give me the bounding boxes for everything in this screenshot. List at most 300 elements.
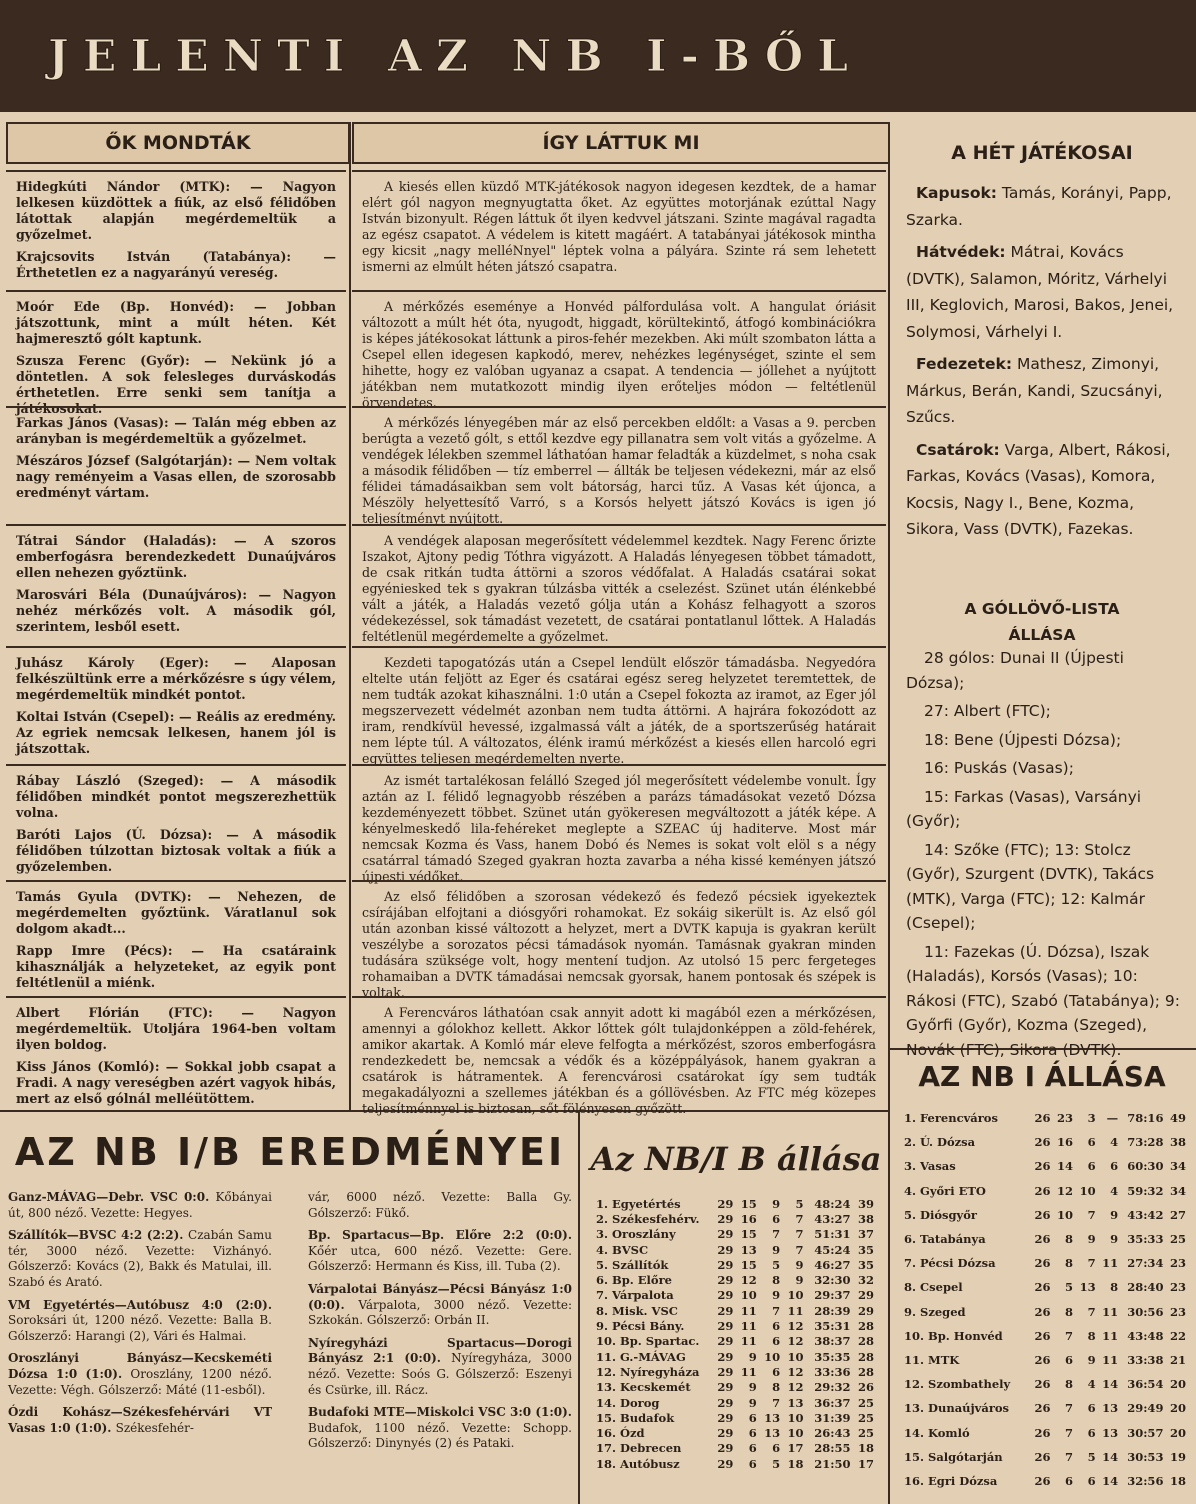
- stat-cell: 16: [1057, 1135, 1074, 1150]
- standings-row: [596, 1410, 878, 1425]
- stat-cell: 22: [1169, 1328, 1186, 1343]
- stat-cell: 30:53: [1127, 1449, 1164, 1464]
- report-block: [352, 406, 886, 526]
- stat-cell: 6: [772, 1211, 781, 1226]
- stat-cell: 13: [1102, 1425, 1119, 1440]
- quote: Mészáros József (Salgótarján): — Nem voltak nagy reményeim a Vasas ellen, de szorosabb eredményt vártam.: [16, 453, 336, 500]
- stat-cell: 10: [740, 1288, 757, 1303]
- stat-cell: 25: [1169, 1232, 1186, 1247]
- stat-cell: 26: [1034, 1425, 1051, 1440]
- stat-cell: 26: [1034, 1207, 1051, 1222]
- column-divider: [349, 122, 351, 1110]
- standings-row: [596, 1425, 878, 1440]
- stat-cell: 46:27: [814, 1257, 851, 1272]
- stat-cell: 26: [1034, 1352, 1051, 1367]
- standings-row: [596, 1242, 878, 1257]
- stat-cell: 9: [772, 1196, 781, 1211]
- stat-cell: 7: [772, 1395, 781, 1410]
- team-cell: 13. Dunaújváros: [904, 1401, 1010, 1416]
- team-cell: 15. Budafok: [596, 1410, 675, 1425]
- stat-cell: 4: [1087, 1377, 1096, 1392]
- stat-cell: 6: [748, 1456, 757, 1471]
- standings-row: [596, 1318, 878, 1333]
- stat-cell: 29: [717, 1196, 734, 1211]
- stat-cell: 15: [740, 1257, 757, 1272]
- defenders-paragraph: [906, 239, 1180, 345]
- standings-row: [904, 1372, 1190, 1396]
- banner-title: JELENTI AZ NB I-BŐL: [48, 30, 863, 82]
- stat-cell: 38: [1169, 1135, 1186, 1150]
- stat-cell: 34: [1169, 1159, 1186, 1174]
- stat-cell: 29: [717, 1364, 734, 1379]
- stat-cell: 11: [740, 1303, 757, 1318]
- team-cell: 11. G.-MÁVAG: [596, 1349, 686, 1364]
- scorer-entry: 28 gólos: Dunai II (Újpesti Dózsa);: [906, 649, 1124, 692]
- match-details: Nyíregyháza, 3000 néző. Vezette: Soós G. Gólszerző: Eszenyi és Csürke, ill. Rácz.: [308, 1351, 572, 1397]
- quote: Moór Ede (Bp. Honvéd): — Jobban játszottunk, mint a múlt héten. Két hajmeresztő gólt kaptunk.: [16, 299, 336, 346]
- stat-cell: 13: [764, 1426, 781, 1441]
- stat-cell: 17: [787, 1441, 804, 1456]
- stat-cell: 29:49: [1127, 1401, 1164, 1416]
- standings-row: [596, 1303, 878, 1318]
- stat-cell: 6: [772, 1364, 781, 1379]
- nbb-results-column: [8, 1190, 272, 1443]
- stat-cell: 11: [1102, 1352, 1119, 1367]
- match-details: Várpalota, 3000 néző. Vezette: Szkokán. Gólszerző: Orbán II.: [308, 1297, 572, 1328]
- stat-cell: 21: [1169, 1352, 1186, 1367]
- stat-cell: 9: [772, 1242, 781, 1257]
- team-cell: 12. Szombathely: [904, 1377, 1011, 1392]
- stat-cell: 32: [857, 1273, 874, 1288]
- stat-cell: 26: [1034, 1328, 1051, 1343]
- stat-cell: 6: [1110, 1159, 1119, 1174]
- stat-cell: 10: [787, 1349, 804, 1364]
- standings-row: [596, 1257, 878, 1272]
- standings-row: [904, 1300, 1190, 1324]
- stat-cell: 35:35: [814, 1349, 851, 1364]
- stat-cell: 38:37: [814, 1334, 851, 1349]
- match-score: VM Egyetértés—Autóbusz 4:0 (2:0).: [8, 1297, 272, 1312]
- nbb-results-title: AZ NB I/B EREDMÉNYEI: [14, 1130, 566, 1174]
- stat-cell: 39: [857, 1196, 874, 1211]
- stat-cell: 8: [1065, 1377, 1074, 1392]
- stat-cell: 11: [740, 1334, 757, 1349]
- stat-cell: 11: [1102, 1256, 1119, 1271]
- report-block: [352, 880, 886, 1000]
- match-details: Budafok, 1100 néző. Vezette: Schopp. Gólszerző: Dinynyés (2) és Pataki.: [308, 1420, 572, 1451]
- stat-cell: 28:55: [814, 1441, 851, 1456]
- stat-cell: 18: [1169, 1473, 1186, 1488]
- stat-cell: 9: [1110, 1207, 1119, 1222]
- forwards-list: Varga, Albert, Rákosi, Farkas, Kovács (Vasas), Komora, Kocsis, Nagy I., Bene, Kozma, Sikora, Vass (DVTK), Fazekas.: [906, 440, 1171, 538]
- stat-cell: 10: [787, 1426, 804, 1441]
- stat-cell: 26: [1034, 1111, 1051, 1126]
- stat-cell: 32:56: [1127, 1473, 1164, 1488]
- standings-row: [596, 1227, 878, 1242]
- match-details: Székesfehér-: [115, 1420, 194, 1435]
- stat-cell: 36:37: [814, 1395, 851, 1410]
- stat-cell: 11: [787, 1303, 804, 1318]
- report-text: Az ismét tartalékosan felálló Szeged jól megerősített védelembe vonult. Így aztán az I. félidő legnagyobb részében a parázs támadásokat vezető Dózsa kezdeményezett többet. Szünet után gyökeresen megváltozott a játék képe. A kényelmeskedő lila-fehéreket meglepte a SZEAC új haditerve. Most már nemcsak Kozma és Vass, hanem Dobó és Nemes is sokat volt elöl s a négy csatárral támadó Szeged gyakran hozta zavarba a néha kissé keményen játszó újpesti védőket.: [362, 773, 876, 884]
- stat-cell: 14: [1102, 1449, 1119, 1464]
- middle-column-title: ÍGY LÁTTUK MI: [352, 122, 890, 164]
- halves-label: Fedezetek:: [916, 355, 1013, 373]
- goalkeepers-paragraph: [906, 180, 1180, 233]
- report-block: [352, 170, 886, 288]
- defenders-label: Hátvédek:: [916, 243, 1006, 261]
- stat-cell: 8: [772, 1380, 781, 1395]
- standings-row: [904, 1130, 1190, 1154]
- match-score: Nyíregyházi Spartacus—Dorogi Bányász 2:1 (0:0).: [308, 1335, 572, 1366]
- stat-cell: 78:16: [1127, 1111, 1164, 1126]
- stat-cell: 6: [772, 1334, 781, 1349]
- stat-cell: 28: [857, 1334, 874, 1349]
- right-column-title: A HÉT JÁTÉKOSAI: [951, 142, 1133, 164]
- match-details: vár, 6000 néző. Vezette: Balla Gy. Gólszerző: Fükő.: [308, 1190, 572, 1220]
- match-score: Oroszlányi Bányász—Kecskeméti Dózsa 1:0 (1:0).: [8, 1351, 272, 1381]
- stat-cell: 29: [717, 1273, 734, 1288]
- standings-row: [904, 1203, 1190, 1227]
- stat-cell: 35: [857, 1257, 874, 1272]
- nbb-results-column: [308, 1190, 572, 1459]
- stat-cell: 26: [1034, 1473, 1051, 1488]
- stat-cell: 9: [1087, 1232, 1096, 1247]
- team-cell: 4. BVSC: [596, 1242, 649, 1257]
- standings-row: [904, 1154, 1190, 1178]
- standings-row: [904, 1324, 1190, 1348]
- team-cell: 8. Misk. VSC: [596, 1303, 678, 1318]
- report-block: [352, 290, 886, 410]
- stat-cell: 26: [1034, 1377, 1051, 1392]
- quote-block: [6, 170, 346, 288]
- standings-row: [904, 1106, 1190, 1130]
- stat-cell: 6: [1065, 1473, 1074, 1488]
- scorer-entry: 15: Farkas (Vasas), Varsányi (Győr);: [906, 787, 1142, 830]
- stat-cell: 6: [1087, 1159, 1096, 1174]
- standings-row: [904, 1396, 1190, 1420]
- stat-cell: 9: [795, 1257, 804, 1272]
- match-result: [8, 1405, 272, 1436]
- stat-cell: 28: [857, 1364, 874, 1379]
- stat-cell: 23: [1057, 1111, 1074, 1126]
- stat-cell: 29: [717, 1349, 734, 1364]
- stat-cell: 59:32: [1127, 1183, 1164, 1198]
- stat-cell: 38: [857, 1211, 874, 1226]
- stat-cell: 12: [787, 1364, 804, 1379]
- report-block: [352, 996, 886, 1116]
- quote-block: [6, 880, 346, 994]
- stat-cell: 29:37: [814, 1288, 851, 1303]
- stat-cell: 28:40: [1127, 1280, 1164, 1295]
- stat-cell: 34: [1169, 1183, 1186, 1198]
- stat-cell: 43:48: [1127, 1328, 1164, 1343]
- stat-cell: 9: [1110, 1232, 1119, 1247]
- stat-cell: 4: [1110, 1135, 1119, 1150]
- stat-cell: 8: [1065, 1256, 1074, 1271]
- stat-cell: 8: [1110, 1280, 1119, 1295]
- stat-cell: 29: [717, 1426, 734, 1441]
- stat-cell: 33:38: [1127, 1352, 1164, 1367]
- team-cell: 10. Bp. Honvéd: [904, 1328, 1003, 1343]
- report-block: [352, 646, 886, 766]
- stat-cell: 9: [795, 1273, 804, 1288]
- stat-cell: 8: [772, 1273, 781, 1288]
- stat-cell: 7: [795, 1242, 804, 1257]
- match-details: Oroszlány, 1200 néző. Vezette: Végh. Gólszerző: Máté (11-esből).: [8, 1366, 272, 1397]
- halves-paragraph: [906, 351, 1180, 431]
- stat-cell: 7: [795, 1211, 804, 1226]
- team-cell: 3. Vasas: [904, 1159, 956, 1174]
- stat-cell: 9: [772, 1288, 781, 1303]
- team-cell: 16. Ózd: [596, 1426, 645, 1441]
- stat-cell: 6: [1065, 1352, 1074, 1367]
- stat-cell: 7: [772, 1303, 781, 1318]
- stat-cell: 10: [764, 1349, 781, 1364]
- scorer-entry: 11: Fazekas (Ú. Dózsa), Iszak (Haladás), Korsós (Vasas); 10: Rákosi (FTC), Szabó (Tatabánya); 9: Győrfi (Győr), Kozma (Szeged), Novák (FTC), Sikora (DVTK).: [906, 942, 1180, 1059]
- stat-cell: 10: [787, 1288, 804, 1303]
- standings-row: [596, 1196, 878, 1211]
- halves-list: Mathesz, Zimonyi, Márkus, Berán, Kandi, Szucsányi, Szűcs.: [906, 355, 1163, 426]
- stat-cell: 8: [1065, 1304, 1074, 1319]
- goalkeepers-list: Tamás, Korányi, Papp, Szarka.: [906, 184, 1172, 229]
- stat-cell: 29: [717, 1257, 734, 1272]
- stat-cell: 20: [1169, 1425, 1186, 1440]
- stat-cell: 5: [1087, 1449, 1096, 1464]
- standings-row: [904, 1179, 1190, 1203]
- match-score: Szállítók—BVSC 4:2 (2:2).: [8, 1228, 189, 1243]
- match-details: Soroksári út, 1200 néző. Vezette: Balla B. Gólszerző: Harangi (2), Vári és Halmai.: [8, 1313, 272, 1343]
- stat-cell: 29: [717, 1303, 734, 1318]
- stat-cell: 25: [857, 1426, 874, 1441]
- stat-cell: 33:36: [814, 1364, 851, 1379]
- team-cell: 9. Pécsi Bány.: [596, 1319, 685, 1334]
- team-cell: 3. Oroszlány: [596, 1227, 676, 1242]
- stat-cell: 29: [857, 1288, 874, 1303]
- stat-cell: 13: [787, 1395, 804, 1410]
- standings-row: [596, 1288, 878, 1303]
- team-cell: 6. Tatabánya: [904, 1232, 986, 1247]
- quote-block: [6, 764, 346, 880]
- team-cell: 6. Bp. Előre: [596, 1273, 672, 1288]
- standings-row: [904, 1348, 1190, 1372]
- match-result: [308, 1405, 572, 1452]
- forwards-paragraph: [906, 437, 1180, 543]
- stat-cell: 12: [787, 1380, 804, 1395]
- scorer-entry: 14: Szőke (FTC); 13: Stolcz (Győr), Szurgent (DVTK), Takács (MTK), Varga (FTC); 12: Kalmár (Csepel);: [906, 840, 1155, 932]
- stat-cell: 13: [764, 1410, 781, 1425]
- stat-cell: 29: [717, 1380, 734, 1395]
- match-result: [308, 1282, 572, 1329]
- stat-cell: 6: [748, 1441, 757, 1456]
- stat-cell: 6: [748, 1410, 757, 1425]
- stat-cell: 4: [1110, 1183, 1119, 1198]
- standings-row: [596, 1380, 878, 1395]
- team-cell: 1. Ferencváros: [904, 1111, 998, 1126]
- stat-cell: 20: [1169, 1401, 1186, 1416]
- stat-cell: 11: [740, 1364, 757, 1379]
- team-cell: 15. Salgótarján: [904, 1449, 1003, 1464]
- stat-cell: 3: [1087, 1111, 1096, 1126]
- stat-cell: 23: [1169, 1280, 1186, 1295]
- standings-row: [596, 1349, 878, 1364]
- stat-cell: 30:56: [1127, 1304, 1164, 1319]
- stat-cell: 26: [1034, 1304, 1051, 1319]
- stat-cell: 5: [1065, 1280, 1074, 1295]
- stat-cell: 28: [857, 1319, 874, 1334]
- team-cell: 8. Csepel: [904, 1280, 963, 1295]
- stat-cell: 14: [1102, 1377, 1119, 1392]
- players-of-week: [906, 180, 1180, 549]
- standings-row: [596, 1211, 878, 1226]
- team-cell: 11. MTK: [904, 1352, 960, 1367]
- team-cell: 7. Pécsi Dózsa: [904, 1256, 996, 1271]
- match-details: Kőér utca, 600 néző. Vezette: Gere. Gólszerző: Hermann és Kiss, ill. Tuba (2).: [308, 1243, 572, 1274]
- match-score: Bp. Spartacus—Bp. Előre 2:2 (0:0).: [308, 1228, 572, 1243]
- forwards-label: Csatárok:: [916, 440, 1000, 459]
- stat-cell: 6: [748, 1426, 757, 1441]
- quote: Szusza Ferenc (Győr): — Nekünk jó a döntetlen. A sok felesleges durváskodás érthetetlen. Erre senki sem tanítja a játékosokat.: [16, 353, 336, 416]
- stat-cell: 15: [740, 1196, 757, 1211]
- quote: Albert Flórián (FTC): — Nagyon megérdemeltük. Utoljára 1964-ben voltam ilyen boldog.: [16, 1005, 336, 1052]
- stat-cell: 9: [748, 1380, 757, 1395]
- stat-cell: 26: [857, 1380, 874, 1395]
- team-cell: 9. Szeged: [904, 1304, 966, 1319]
- stat-cell: 27:34: [1127, 1256, 1164, 1271]
- stat-cell: 36:54: [1127, 1377, 1164, 1392]
- scorer-entry: 27: Albert (FTC);: [924, 702, 1051, 720]
- quote: Farkas János (Vasas): — Talán még ebben az arányban is megérdemeltük a győzelmet.: [16, 415, 336, 446]
- nb1-standings-table: [904, 1106, 1190, 1493]
- team-cell: 4. Győri ETO: [904, 1183, 986, 1198]
- quote: Tamás Gyula (DVTK): — Nehezen, de megérdemelten győztünk. Váratlanul sok dolgom akadt...: [16, 889, 336, 936]
- standings-row: [904, 1420, 1190, 1444]
- stat-cell: 49: [1169, 1111, 1186, 1126]
- stat-cell: 73:28: [1127, 1135, 1164, 1150]
- stat-cell: 5: [772, 1456, 781, 1471]
- standings-row: [596, 1334, 878, 1349]
- stat-cell: 29: [717, 1211, 734, 1226]
- stat-cell: 29: [717, 1319, 734, 1334]
- team-cell: 2. Székesfehérv.: [596, 1211, 700, 1226]
- stat-cell: 29: [717, 1242, 734, 1257]
- scorer-entry: 16: Puskás (Vasas);: [924, 759, 1074, 777]
- stat-cell: 29: [857, 1303, 874, 1318]
- stat-cell: 10: [1079, 1183, 1096, 1198]
- left-column-title: ŐK MONDTÁK: [6, 122, 350, 164]
- stat-cell: 20: [1169, 1377, 1186, 1392]
- team-cell: 7. Várpalota: [596, 1288, 674, 1303]
- stat-cell: 29: [717, 1456, 734, 1471]
- standings-row: [904, 1227, 1190, 1251]
- team-cell: 12. Nyíregyháza: [596, 1364, 700, 1379]
- stat-cell: 26: [1034, 1159, 1051, 1174]
- stat-cell: 35:31: [814, 1319, 851, 1334]
- scorers-title-line: A GÓLLÖVŐ-LISTA: [964, 600, 1120, 618]
- column-divider: [888, 122, 890, 1504]
- stat-cell: 43:42: [1127, 1207, 1164, 1222]
- match-details: Kőbányai út, 800 néző. Vezette: Hegyes.: [8, 1190, 272, 1220]
- stat-cell: 28:39: [814, 1303, 851, 1318]
- stat-cell: 5: [772, 1257, 781, 1272]
- stat-cell: 12: [787, 1319, 804, 1334]
- stat-cell: 7: [1087, 1256, 1096, 1271]
- team-cell: 14. Komló: [904, 1425, 970, 1440]
- stat-cell: 26: [1034, 1232, 1051, 1247]
- stat-cell: 17: [857, 1456, 874, 1471]
- stat-cell: 28: [857, 1349, 874, 1364]
- stat-cell: 23: [1169, 1256, 1186, 1271]
- stat-cell: 6: [772, 1319, 781, 1334]
- quote-block: [6, 524, 346, 644]
- stat-cell: 26: [1034, 1449, 1051, 1464]
- team-cell: 18. Autóbusz: [596, 1456, 680, 1471]
- stat-cell: 10: [787, 1410, 804, 1425]
- stat-cell: 9: [1087, 1352, 1096, 1367]
- stat-cell: 60:30: [1127, 1159, 1164, 1174]
- match-score: Ózdi Kohász—Székesfehérvári VT Vasas 1:0 (1:0).: [8, 1405, 272, 1435]
- stat-cell: 23: [1169, 1304, 1186, 1319]
- quote: Krajcsovits István (Tatabánya): — Érthetetlen ez a nagyarányú vereség.: [16, 249, 336, 280]
- team-cell: 2. Ú. Dózsa: [904, 1135, 976, 1150]
- match-details: Czabán Samu tér, 3000 néző. Vezette: Vizhányó. Gólszerző: Kovács (2), Bakk és Matulai, ill. Szabó és Arató.: [8, 1228, 272, 1289]
- stat-cell: 7: [1065, 1401, 1074, 1416]
- stat-cell: 6: [1087, 1135, 1096, 1150]
- report-text: A vendégek alaposan megerősített védelemmel kezdtek. Nagy Ferenc őrizte Iszakot, Ajtony pedig Tóthra vigyázott. A Haladás lényegesen többet támadott, de csak ritkán tudta áttörni a szoros védőfalat. A Haladás csatárai sokat egyéniesked tek s gyakran túlzásba vitték a cselezést. Szünet után élénkebbé vált a játék, a Haladás vezető gólja után a Kohász felhagyott a szoros védekezéssel, sok támadást vezetett, de csatárai pontatlanul lőttek. A Haladás feltétlenül megérdemelte a győzelmet.: [362, 533, 876, 644]
- standings-row: [596, 1272, 878, 1287]
- match-score: Ganz-MÁVAG—Debr. VSC 0:0.: [8, 1190, 216, 1204]
- standings-row: [904, 1445, 1190, 1469]
- standings-row: [596, 1441, 878, 1456]
- report-block: [352, 764, 886, 884]
- stat-cell: 21:50: [814, 1456, 851, 1471]
- quote: Marosvári Béla (Dunaújváros): — Nagyon nehéz mérkőzés volt. A második gól, szerintem, lesből esett.: [16, 587, 336, 634]
- stat-cell: 30:57: [1127, 1425, 1164, 1440]
- stat-cell: 29: [717, 1227, 734, 1242]
- scorer-entry: 18: Bene (Újpesti Dózsa);: [924, 730, 1122, 749]
- match-result: [308, 1336, 572, 1398]
- defenders-list: Mátrai, Kovács (DVTK), Salamon, Móritz, Várhelyi III, Keglovich, Marosi, Bakos, Jenei, Solymosi, Várhelyi I.: [906, 243, 1174, 341]
- stat-cell: 35:33: [1127, 1232, 1164, 1247]
- quote: Juhász Károly (Eger): — Alaposan felkészültünk erre a mérkőzésre s úgy vélem, megérdemeltük mindkét pontot.: [16, 655, 336, 702]
- stat-cell: 14: [1057, 1159, 1074, 1174]
- report-text: Kezdeti tapogatózás után a Csepel lendült először támadásba. Negyedóra eltelte után feljött az Eger és csatárai egész sereg helyzetet teremtettek, de nem tudták azokat kihasználni. 1:0 után a Csepel fokozta az iramot, az Eger jól megszervezett védelmét azonban nem tudta áttörni. A hajrára fokozódott az iram, rendkívül hevessé, izgalmassá vált a játék, de a sportszerűség határait nem lépte túl. A változatos, élénk iramú mérkőzést a kiesés ellen harcoló egri együttes teljesen megérdemelten nyerte.: [362, 655, 876, 766]
- goalkeepers-label: Kapusok:: [916, 184, 997, 202]
- match-result: [8, 1190, 272, 1221]
- nbb-standings-table: [596, 1196, 878, 1471]
- stat-cell: 8: [1065, 1232, 1074, 1247]
- match-result: [8, 1351, 272, 1398]
- stat-cell: 13: [1102, 1401, 1119, 1416]
- standings-row: [596, 1364, 878, 1379]
- stat-cell: 18: [787, 1456, 804, 1471]
- stat-cell: 25: [857, 1395, 874, 1410]
- stat-cell: 48:24: [814, 1196, 851, 1211]
- stat-cell: 25: [857, 1410, 874, 1425]
- stat-cell: 26: [1034, 1401, 1051, 1416]
- team-cell: 10. Bp. Spartac.: [596, 1334, 700, 1349]
- standings-row: [904, 1251, 1190, 1275]
- stat-cell: 6: [1087, 1425, 1096, 1440]
- stat-cell: 6: [772, 1441, 781, 1456]
- header-banner: [0, 0, 1196, 112]
- standings-row: [596, 1456, 878, 1471]
- stat-cell: 29: [717, 1288, 734, 1303]
- quote: Tátrai Sándor (Haladás): — A szoros emberfogásra berendezkedett Dunaújváros ellen nehezen győztünk.: [16, 533, 336, 580]
- stat-cell: 7: [1087, 1207, 1096, 1222]
- scorers-title-line: ÁLLÁSA: [1008, 626, 1076, 644]
- team-cell: 5. Szállítók: [596, 1257, 669, 1272]
- standings-row: [596, 1395, 878, 1410]
